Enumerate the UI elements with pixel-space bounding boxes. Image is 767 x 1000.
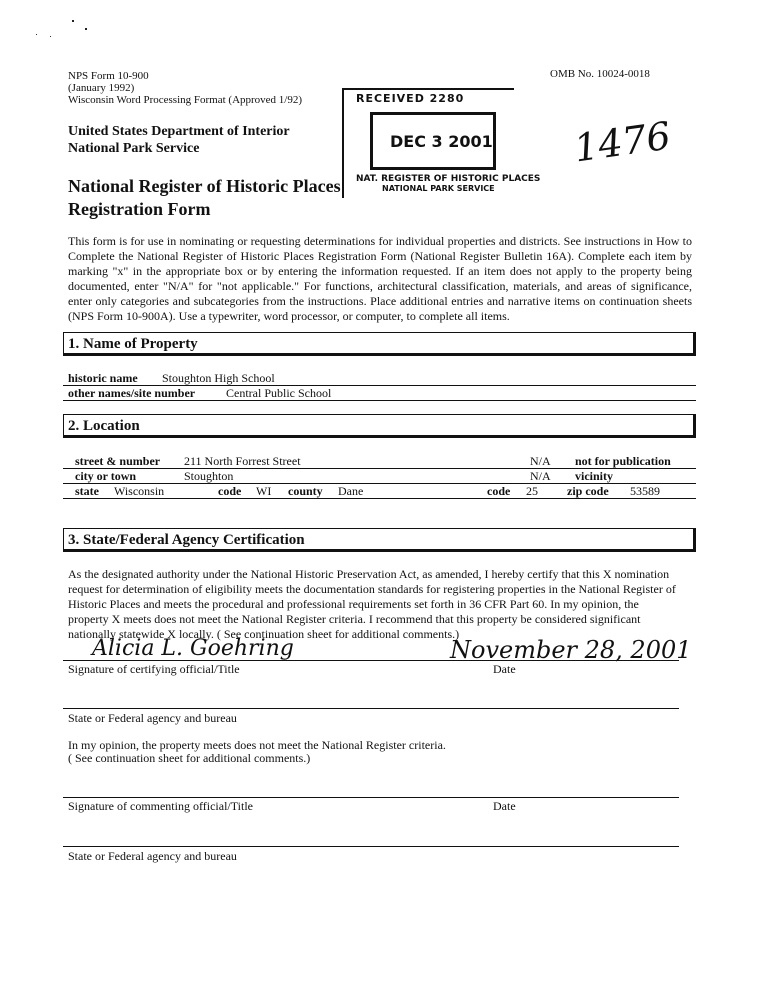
city-na: N/A bbox=[530, 469, 551, 483]
county-code-label: code bbox=[487, 484, 511, 498]
historic-name-value: Stoughton High School bbox=[162, 371, 275, 385]
street-value: 211 North Forrest Street bbox=[184, 454, 301, 468]
section2-heading: 2. Location bbox=[63, 414, 696, 438]
form-date: (January 1992) bbox=[68, 82, 135, 94]
county-code-value: 25 bbox=[526, 484, 538, 498]
state-code-value: WI bbox=[256, 484, 272, 498]
commenting-signature-label: Signature of commenting official/Title bbox=[68, 799, 253, 813]
commenting-date-label: Date bbox=[493, 799, 516, 813]
state-code-label: code bbox=[218, 484, 242, 498]
scan-speck bbox=[50, 36, 51, 37]
certifying-official-signature: Alicia L. Goehring bbox=[92, 636, 294, 661]
county-label: county bbox=[288, 484, 323, 498]
signature-line bbox=[63, 660, 679, 661]
certification-line5: nationally statewide X locally. ( See continuation sheet for additional comments.) bbox=[68, 627, 460, 641]
zip-label: zip code bbox=[567, 484, 609, 498]
opinion-line1: In my opinion, the property meets does not meet the National Register criteria. bbox=[68, 738, 446, 752]
date-label: Date bbox=[493, 662, 516, 676]
stamp-top-text: RECEIVED 2280 bbox=[356, 92, 465, 105]
stamp-date: DEC 3 2001 bbox=[390, 132, 493, 151]
scan-speck bbox=[72, 20, 74, 22]
agency-line1: United States Department of Interior bbox=[68, 124, 290, 139]
handwritten-reference-number: 1476 bbox=[571, 113, 674, 171]
state-label: state bbox=[75, 484, 99, 498]
not-for-publication-label: not for publication bbox=[575, 454, 671, 468]
other-names-label: other names/site number bbox=[68, 386, 196, 400]
vicinity-label: vicinity bbox=[575, 469, 613, 483]
agency-bureau-line-2 bbox=[63, 846, 679, 847]
form-title-line1: National Register of Historic Places bbox=[68, 176, 341, 196]
street-na: N/A bbox=[530, 454, 551, 468]
form-number: NPS Form 10-900 bbox=[68, 70, 149, 82]
stamp-bottom-text2: NATIONAL PARK SERVICE bbox=[382, 184, 495, 193]
commenting-signature-line bbox=[63, 797, 679, 798]
opinion-line2: ( See continuation sheet for additional comments.) bbox=[68, 751, 311, 765]
certification-line3: Historic Places and meets the procedural and professional requirements set forth in 36 CFR Part 60. In my opinion, the bbox=[68, 597, 639, 611]
historic-name-label: historic name bbox=[68, 371, 138, 385]
certification-handwritten-date: November 28, 2001 bbox=[450, 636, 692, 664]
instructions-paragraph: This form is for use in nominating or requesting determinations for individual properties and districts. See instructions in How to Complete the National Register of Historic Places Registration Form (National Register Bulletin 16A). Complete each item by marking "x" in the appropriate box or by entering the information requested. If an item does not apply to the property being documented, enter "N/A" for "not applicable." For functions, architectural classification, materials, and areas of significance, enter only categories and subcategories from the instructions. Place additional entries and narrative items on continuation sheets (NPS Form 10-900A). Use a typewriter, word processor, or computer, to complete all items. bbox=[68, 234, 692, 323]
received-stamp bbox=[342, 84, 541, 202]
other-names-value: Central Public School bbox=[226, 386, 332, 400]
agency-bureau-line bbox=[63, 708, 679, 709]
certification-line1: As the designated authority under the National Historic Preservation Act, as amended, I hereby certify that this X nomination bbox=[68, 567, 670, 581]
section1-heading: 1. Name of Property bbox=[63, 332, 696, 356]
scan-speck bbox=[36, 34, 37, 35]
form-title-line2: Registration Form bbox=[68, 199, 211, 219]
street-label: street & number bbox=[75, 454, 161, 468]
certification-line4: property X meets does not meet the National Register criteria. I recommend that this property be considered significant bbox=[68, 612, 641, 626]
city-value: Stoughton bbox=[184, 469, 234, 483]
scan-speck bbox=[85, 28, 87, 30]
stamp-bottom-text1: NAT. REGISTER OF HISTORIC PLACES bbox=[356, 174, 541, 184]
certification-line2: request for determination of eligibility meets the documentation standards for registering properties in the National Register of bbox=[68, 582, 676, 596]
zip-value: 53589 bbox=[630, 484, 660, 498]
format-note: Wisconsin Word Processing Format (Approved 1/92) bbox=[68, 94, 303, 106]
signature-label: Signature of certifying official/Title bbox=[68, 662, 240, 676]
city-label: city or town bbox=[75, 469, 137, 483]
state-value: Wisconsin bbox=[114, 484, 165, 498]
agency-line2: National Park Service bbox=[68, 141, 200, 156]
agency-bureau-label: State or Federal agency and bureau bbox=[68, 711, 237, 725]
county-value: Dane bbox=[338, 484, 364, 498]
divider-line bbox=[63, 498, 696, 499]
omb-number: OMB No. 10024-0018 bbox=[550, 68, 650, 80]
section3-heading: 3. State/Federal Agency Certification bbox=[63, 528, 696, 552]
divider-line bbox=[63, 400, 696, 401]
agency-bureau-label-2: State or Federal agency and bureau bbox=[68, 849, 237, 863]
